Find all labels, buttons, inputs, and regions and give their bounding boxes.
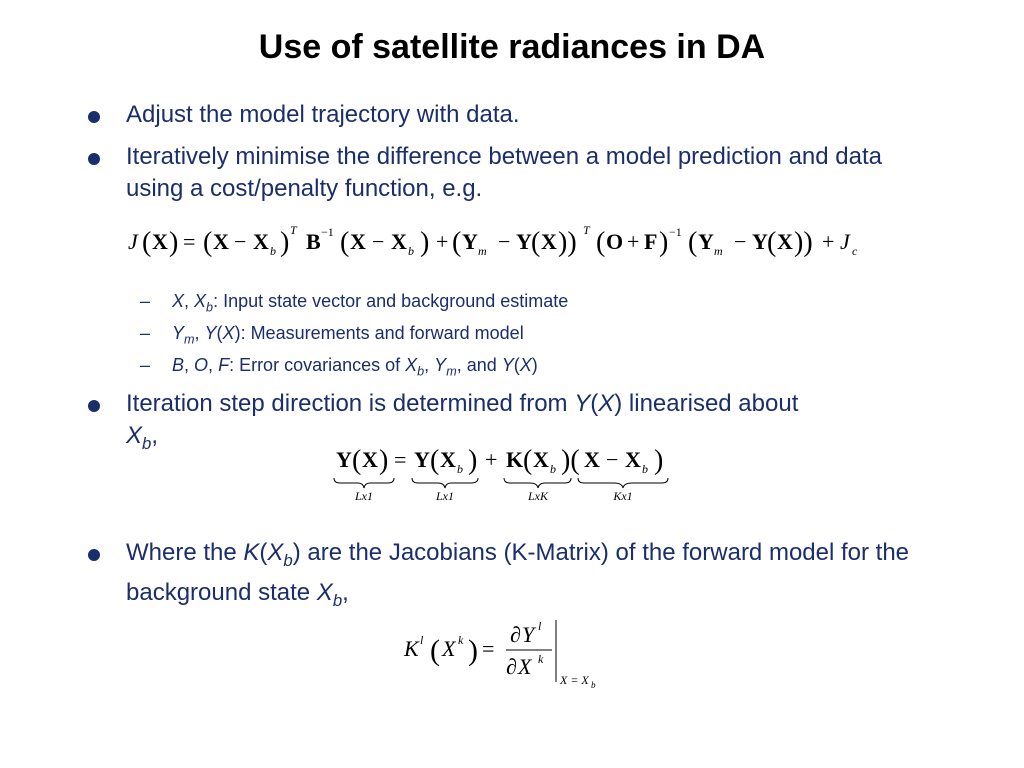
bullet-var-k: K xyxy=(243,539,260,566)
svg-text:X: X xyxy=(777,229,793,254)
svg-text:−: − xyxy=(606,447,619,472)
svg-text:X: X xyxy=(533,447,549,472)
svg-text:X: X xyxy=(391,229,407,254)
svg-text:b: b xyxy=(408,244,414,258)
svg-text:+: + xyxy=(822,229,835,254)
svg-text:)): )) xyxy=(558,227,577,258)
svg-text:c: c xyxy=(852,244,858,258)
bullet-text: , xyxy=(151,422,159,449)
svg-text:(: ( xyxy=(596,227,606,258)
svg-text:l: l xyxy=(538,619,542,633)
bullet-var-x: X xyxy=(598,390,615,417)
svg-text:m: m xyxy=(478,244,487,258)
svg-text:m: m xyxy=(714,244,723,258)
svg-text:X: X xyxy=(442,636,456,661)
svg-text:(: ( xyxy=(767,227,777,258)
svg-text:X: X xyxy=(213,229,229,254)
svg-text:X: X xyxy=(541,229,557,254)
svg-text:(: ( xyxy=(352,445,362,476)
bullet-var-y: Y xyxy=(574,390,591,417)
svg-text:): ) xyxy=(420,227,430,258)
bullet-text: ) linearised about xyxy=(614,390,799,417)
svg-text:T: T xyxy=(290,223,297,237)
svg-text:(: ( xyxy=(340,227,350,258)
svg-text:X: X xyxy=(152,229,168,254)
bullet-var-xb: X xyxy=(126,422,143,449)
svg-text:k: k xyxy=(538,652,544,666)
bullet-adjust-trajectory xyxy=(126,99,946,131)
bullet-iteration-direction: Iteration step direction is determined from Y(X) linearised about $X_b$, xyxy=(126,388,946,460)
subbullet-text: : Measurements and forward model xyxy=(240,323,524,343)
svg-text:Y: Y xyxy=(752,229,768,254)
dim-label: Kx1 xyxy=(613,489,633,503)
svg-text:(: ( xyxy=(430,634,440,667)
svg-text:(: ( xyxy=(452,227,462,258)
svg-text:b: b xyxy=(550,462,556,476)
svg-text:∂: ∂ xyxy=(510,622,521,647)
subbullet-text: : Error covariances of xyxy=(229,355,406,375)
bullet-text: , xyxy=(342,578,349,606)
svg-text:K: K xyxy=(404,636,419,661)
subbullet-text: : Input state vector and background estimate xyxy=(213,291,569,311)
svg-text:X: X xyxy=(350,229,366,254)
svg-text:(: ( xyxy=(531,227,541,258)
svg-text:Y: Y xyxy=(522,622,535,647)
svg-text:): ) xyxy=(169,227,179,258)
svg-text:−: − xyxy=(372,229,385,254)
svg-text:b: b xyxy=(270,244,276,258)
jacobian-equation xyxy=(400,616,610,692)
svg-text:X: X xyxy=(440,447,456,472)
dim-label: LxK xyxy=(527,489,549,503)
subbullet-covariances: – B, O, F: Error covariances of $X_b$, $Y_m$, and Y(X) xyxy=(140,355,538,379)
svg-text:X = X: X = X xyxy=(560,673,589,687)
svg-text:): ) xyxy=(468,445,478,476)
bullet-var-b: b xyxy=(142,433,152,453)
svg-text:X: X xyxy=(362,447,378,472)
subbullet-state-vector: – X, $X_b$: Input state vector and background estimate xyxy=(140,291,569,315)
dim-label: Lx1 xyxy=(436,489,454,503)
svg-text:T: T xyxy=(583,223,590,237)
svg-text:)): )) xyxy=(794,227,813,258)
bullet-dot xyxy=(88,400,100,412)
cost-function-equation xyxy=(128,222,888,262)
svg-text:−1: −1 xyxy=(321,225,334,239)
svg-text:Y: Y xyxy=(462,229,478,254)
svg-text:b: b xyxy=(642,462,648,476)
svg-text:+: + xyxy=(627,229,640,254)
svg-text:Y: Y xyxy=(516,229,532,254)
svg-text:(: ( xyxy=(203,227,213,258)
svg-text:): ) xyxy=(654,445,664,476)
svg-text:=: = xyxy=(183,229,196,254)
slide-title: Use of satellite radiances in DA xyxy=(258,28,766,66)
svg-text:Y: Y xyxy=(336,447,352,472)
dash-marker: – xyxy=(140,291,151,311)
svg-text:b: b xyxy=(457,462,463,476)
bullet-minimise-cost xyxy=(126,141,946,205)
svg-text:=: = xyxy=(482,636,495,661)
svg-text:(: ( xyxy=(430,445,440,476)
svg-text:−: − xyxy=(734,229,747,254)
bullet-var-b: b xyxy=(332,590,343,610)
svg-text:X: X xyxy=(518,654,532,679)
svg-text:∂: ∂ xyxy=(506,654,517,679)
bullet-dot xyxy=(88,111,100,123)
linearisation-equation xyxy=(330,440,680,504)
svg-text:): ) xyxy=(468,634,478,667)
svg-text:X: X xyxy=(253,229,269,254)
dash-marker: – xyxy=(140,355,151,375)
svg-text:(: ( xyxy=(688,227,698,258)
bullet-var-x: X xyxy=(267,539,284,566)
bullet-text: Where the xyxy=(126,539,244,566)
bullet-var-x: X xyxy=(316,578,333,606)
svg-text:): ) xyxy=(280,227,290,258)
svg-text:−1: −1 xyxy=(669,225,682,239)
svg-text:=: = xyxy=(394,447,407,472)
svg-text:B: B xyxy=(306,229,321,254)
svg-text:J: J xyxy=(128,229,138,254)
dim-label: Lx1 xyxy=(355,489,373,503)
bullet-text: ) are the Jacobians (K-Matrix) of the forward model for the background state xyxy=(126,539,910,606)
svg-text:l: l xyxy=(420,633,424,647)
svg-text:Y: Y xyxy=(414,447,430,472)
svg-text:): ) xyxy=(659,227,669,258)
svg-text:O: O xyxy=(606,229,624,254)
bullet-dot xyxy=(88,153,100,165)
bullet-var-b: b xyxy=(283,550,293,570)
bullet-text: Adjust the model trajectory with data. xyxy=(126,101,520,128)
svg-text:(: ( xyxy=(523,445,533,476)
svg-text:(: ( xyxy=(142,227,152,258)
svg-text:X: X xyxy=(584,447,600,472)
bullet-text: Iteration step direction is determined from xyxy=(126,390,575,417)
svg-text:X: X xyxy=(625,447,641,472)
subbullet-and: , and xyxy=(456,355,502,375)
svg-text:J: J xyxy=(840,229,850,254)
bullet-jacobians: Where the $K(X_b)$ are the Jacobians (K-Matrix) of the forward model for the background state $X_b$, xyxy=(126,537,946,617)
svg-text:F: F xyxy=(644,229,658,254)
svg-text:b: b xyxy=(591,680,596,690)
svg-text:)(: )( xyxy=(561,445,580,476)
svg-text:+: + xyxy=(436,229,449,254)
bullet-dot xyxy=(88,549,100,561)
svg-text:Y: Y xyxy=(698,229,714,254)
svg-text:K: K xyxy=(506,447,524,472)
underbraces xyxy=(334,478,668,488)
dash-marker: – xyxy=(140,323,151,343)
svg-text:−: − xyxy=(498,229,511,254)
svg-text:+: + xyxy=(485,447,498,472)
subbullet-measurements: – $Y_m$, Y(X): Measurements and forward model xyxy=(140,323,524,347)
svg-text:): ) xyxy=(379,445,389,476)
svg-text:k: k xyxy=(458,633,464,647)
bullet-text: Iteratively minimise the difference between a model prediction and data using a cost/penalty function, e.g. xyxy=(126,143,882,202)
svg-text:−: − xyxy=(234,229,247,254)
